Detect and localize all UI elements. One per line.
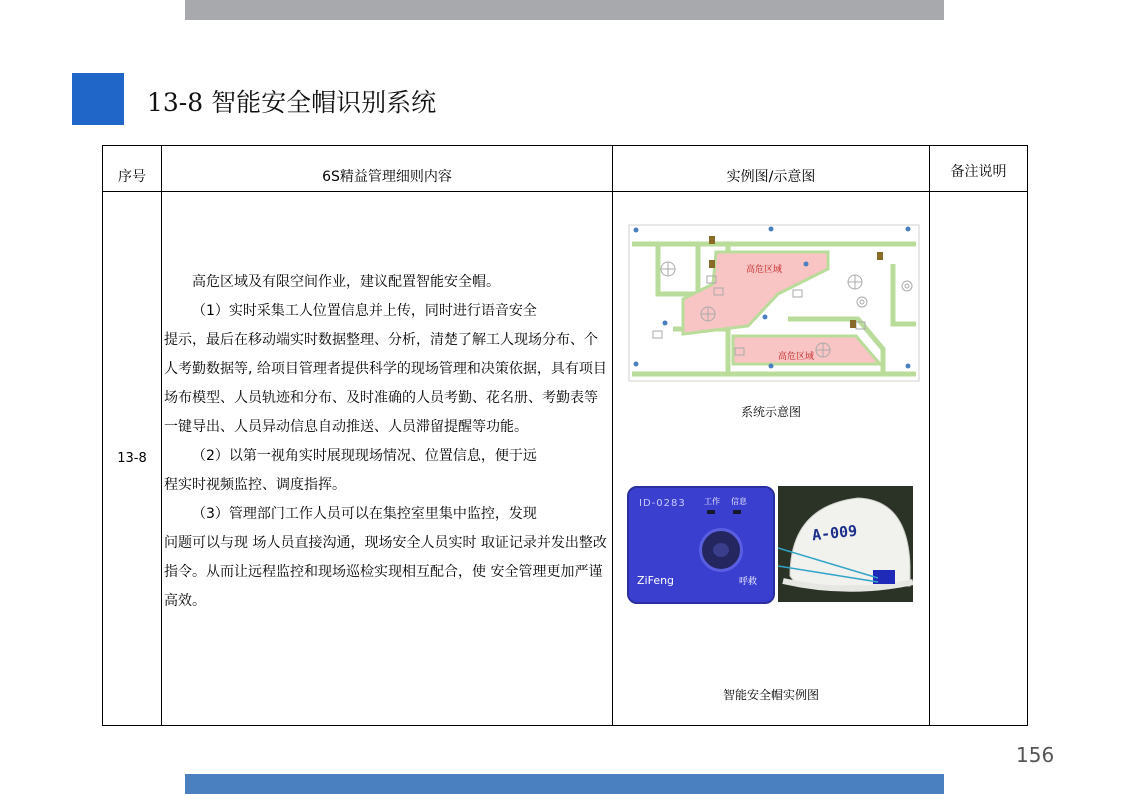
bottom-decor-bar xyxy=(185,774,944,794)
row-note xyxy=(930,192,1028,726)
system-diagram xyxy=(628,224,920,382)
content-item3-rest: 问题可以与现 场人员直接沟通，现场安全人员实时 取证记录并发出整改指令。从而让远程监控和现场巡检实现相互配合，使 安全管理更加严谨高效。 xyxy=(164,535,607,609)
table-header-row xyxy=(103,146,1028,192)
helmet-photo xyxy=(778,486,913,602)
helmet-code: A-009 xyxy=(811,521,858,545)
device-label-work: 工作 xyxy=(704,497,720,506)
device-label-info: 信息 xyxy=(731,497,747,506)
header-image: 实例图/示意图 xyxy=(613,146,930,192)
zone-label-2: 高危区域 xyxy=(778,352,815,362)
device-code: ID-0283 xyxy=(639,498,686,509)
page-number: 156 xyxy=(1016,743,1055,767)
header-note: 备注说明 xyxy=(930,146,1028,192)
content-item1-rest: 提示，最后在移动端实时数据整理、分析，清楚了解工人现场分布、个人考勤数据等, 给项目管理者提供科学的现场管理和决策依据，具有项目场布模型、人员轨迹和分布、及时准确的人员考勤、花名册、考勤表等一键导出、人员异动信息自动推送、人员滞留提醒等功能。 xyxy=(164,332,607,435)
row-image-cell xyxy=(613,192,930,726)
table-row xyxy=(103,192,1028,726)
zone-label-1: 高危区域 xyxy=(746,265,783,275)
caption-helmet-example: 智能安全帽实例图 xyxy=(722,688,819,702)
title-accent-block xyxy=(72,73,124,125)
row-content xyxy=(162,192,613,726)
content-item1-lead: （1）实时采集工人位置信息并上传，同时进行语音安全 xyxy=(192,303,537,319)
rules-table xyxy=(102,145,1028,726)
caption-system-diagram: 系统示意图 xyxy=(740,405,801,419)
device-brand: ZiFeng xyxy=(637,574,675,587)
header-content: 6S精益管理细则内容 xyxy=(162,146,613,192)
device-label-sos: 呼救 xyxy=(739,577,758,587)
content-intro: 高危区域及有限空间作业，建议配置智能安全帽。 xyxy=(192,274,500,290)
header-seq: 序号 xyxy=(103,146,162,192)
helmet-device-photo xyxy=(627,486,775,604)
row-seq: 13-8 xyxy=(103,192,162,726)
content-item2-lead: （2）以第一视角实时展现现场情况、位置信息，便于远 xyxy=(192,448,537,464)
page-title: 13-8 智能安全帽识别系统 xyxy=(147,88,437,117)
top-decor-bar xyxy=(185,0,944,20)
content-item3-lead: （3）管理部门工作人员可以在集控室里集中监控，发现 xyxy=(192,506,537,522)
content-item2-rest: 程实时视频监控、调度指挥。 xyxy=(164,477,346,493)
helmet-icon xyxy=(778,486,913,602)
